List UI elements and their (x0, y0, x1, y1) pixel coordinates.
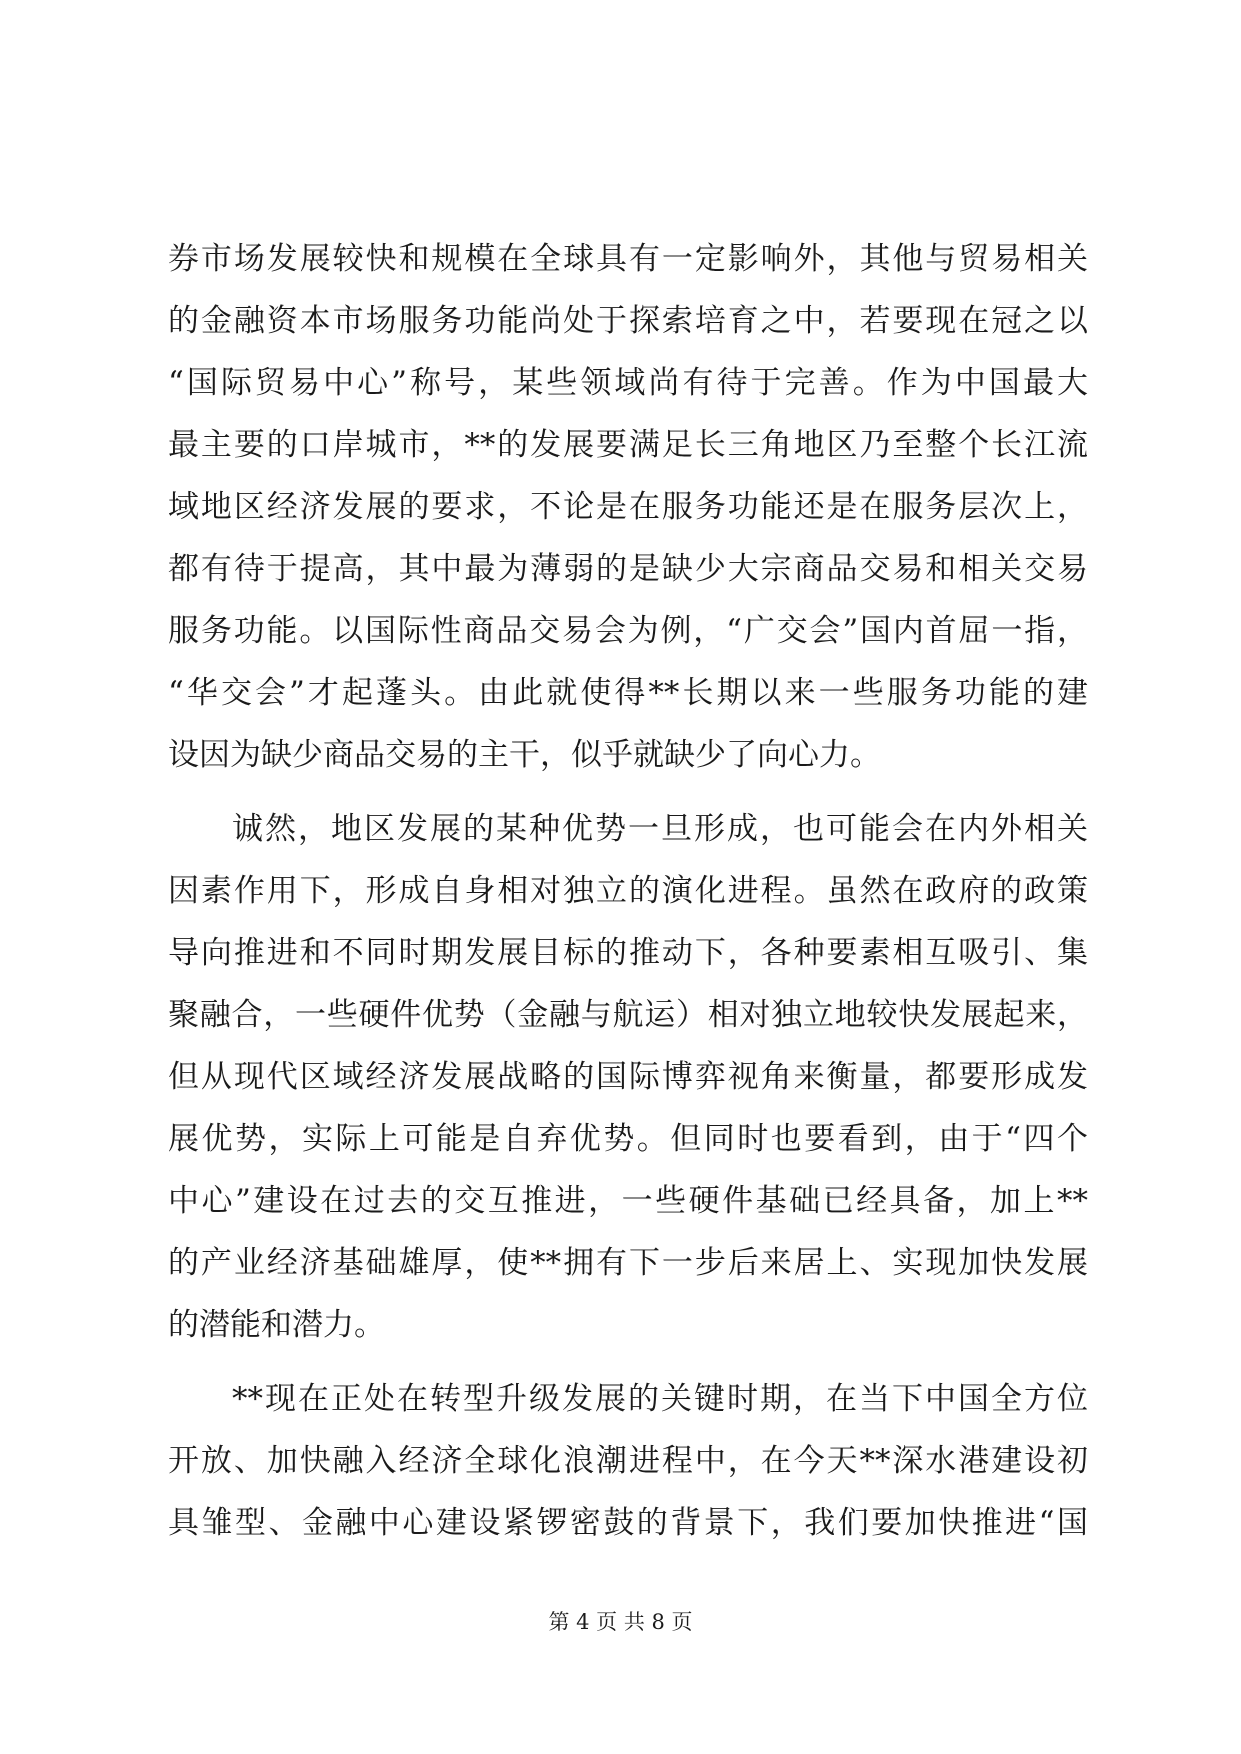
text-line: 券市场发展较快和规模在全球具有一定影响外，其他与贸易相关 (168, 241, 1088, 277)
text-line: 诚然，地区发展的某种优势一旦形成，也可能会在内外相关 (232, 811, 1088, 847)
text-line: 因素作用下，形成自身相对独立的演化进程。虽然在政府的政策 (168, 873, 1088, 909)
text-line: 服务功能。以国际性商品交易会为例，“广交会”国内首屈一指， (168, 613, 1088, 649)
text-line: 域地区经济发展的要求，不论是在服务功能还是在服务层次上， (168, 489, 1088, 525)
paragraph (168, 1368, 1088, 1554)
text-line: 具雏型、金融中心建设紧锣密鼓的背景下，我们要加快推进“国 (168, 1505, 1088, 1541)
text-line: 的金融资本市场服务功能尚处于探索培育之中，若要现在冠之以 (168, 303, 1088, 339)
paragraph-gap (168, 786, 1088, 798)
text-line: “华交会”才起蓬头。由此就使得**长期以来一些服务功能的建 (168, 675, 1088, 711)
text-line: 导向推进和不同时期发展目标的推动下，各种要素相互吸引、集 (168, 935, 1088, 971)
paragraph-gap (168, 1356, 1088, 1368)
paragraph (168, 798, 1088, 1356)
paragraph (168, 228, 1088, 786)
text-line: 设因为缺少商品交易的主干，似乎就缺少了向心力。 (168, 737, 881, 773)
text-line: 开放、加快融入经济全球化浪潮进程中，在今天**深水港建设初 (168, 1443, 1088, 1479)
text-line: **现在正处在转型升级发展的关键时期，在当下中国全方位 (232, 1381, 1088, 1417)
text-line: “国际贸易中心”称号，某些领域尚有待于完善。作为中国最大 (168, 365, 1088, 401)
text-line: 的产业经济基础雄厚，使**拥有下一步后来居上、实现加快发展 (168, 1245, 1088, 1281)
page-number-footer: 第 4 页 共 8 页 (548, 1610, 693, 1634)
text-line: 都有待于提高，其中最为薄弱的是缺少大宗商品交易和相关交易 (168, 551, 1088, 587)
text-line: 最主要的口岸城市，**的发展要满足长三角地区乃至整个长江流 (168, 427, 1088, 463)
document-body (168, 228, 1088, 1554)
text-line: 的潜能和潜力。 (168, 1307, 385, 1343)
text-line: 但从现代区域经济发展战略的国际博弈视角来衡量，都要形成发 (168, 1059, 1088, 1095)
text-line: 聚融合，一些硬件优势（金融与航运）相对独立地较快发展起来， (168, 997, 1088, 1033)
text-line: 中心”建设在过去的交互推进，一些硬件基础已经具备，加上** (168, 1183, 1088, 1219)
text-line: 展优势，实际上可能是自弃优势。但同时也要看到，由于“四个 (168, 1121, 1088, 1157)
